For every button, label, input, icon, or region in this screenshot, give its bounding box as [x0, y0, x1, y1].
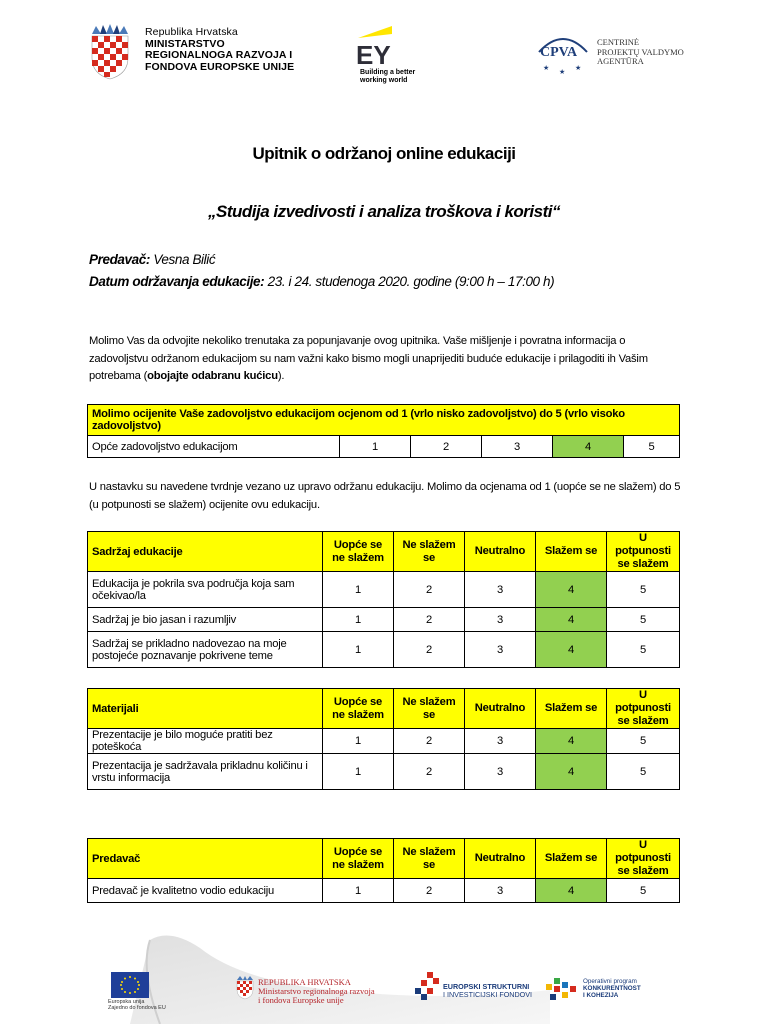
- esif-caption: [443, 983, 532, 999]
- section-table-lecturer: [87, 838, 680, 903]
- score-cell-2[interactable]: 2: [394, 632, 465, 668]
- score-cell-4[interactable]: 4: [536, 608, 607, 632]
- table-row: [88, 879, 680, 903]
- instruction-paragraph: U nastavku su navedene tvrdnje vezano uz upravo održanu edukaciju. Molimo da ocjenama od 1 (uopće se ne slažem) do 5 (u potpunosti se slažem) ocijenite ovu edukaciju.: [89, 481, 681, 511]
- overall-score-2[interactable]: 2: [411, 436, 482, 458]
- cpva-line-1: CENTRINĖ: [597, 37, 640, 47]
- score-cell-1[interactable]: 1: [323, 729, 394, 754]
- scale-header-5: U potpunosti se slažem: [607, 532, 680, 572]
- lecturer-line: [89, 252, 215, 267]
- opk-logo-icon: [546, 978, 578, 1004]
- date-line: [89, 274, 554, 289]
- scale-header-2: Ne slažem se: [394, 532, 465, 572]
- opk-line-1: Operativni program: [583, 978, 637, 985]
- ey-tagline: [360, 69, 415, 84]
- cpva-logo-icon: [533, 26, 593, 76]
- score-cell-3[interactable]: 3: [465, 608, 536, 632]
- esif-line-1: EUROPSKI STRUKTURNI: [443, 982, 530, 991]
- score-cell-5[interactable]: 5: [607, 608, 680, 632]
- intro-bold: obojajte odabranu kućicu: [147, 370, 278, 382]
- score-cell-3[interactable]: 3: [465, 572, 536, 608]
- score-cell-4[interactable]: 4: [536, 754, 607, 790]
- cpva-logo-text: CPVA: [540, 45, 578, 60]
- score-cell-5[interactable]: 5: [607, 729, 680, 754]
- scale-header-3: Neutralno: [465, 839, 536, 879]
- croatian-coat-of-arms-small-icon: [236, 976, 254, 1000]
- rh-line-2: Ministarstvo regionalnoga razvoja: [258, 986, 375, 996]
- ministry-footer-name: [258, 978, 375, 1005]
- row-label: Sadržaj se prikladno nadovezao na moje postojeće poznavanje pokrivene teme: [88, 632, 323, 668]
- rh-line-3: i fondova Europske unije: [258, 995, 344, 1005]
- overall-score-3[interactable]: 3: [482, 436, 553, 458]
- row-label: Sadržaj je bio jasan i razumljiv: [88, 608, 323, 632]
- eu-flag-icon: [111, 972, 149, 998]
- score-cell-4[interactable]: 4: [536, 632, 607, 668]
- lecturer-label: Predavač:: [89, 252, 150, 267]
- score-cell-3[interactable]: 3: [465, 729, 536, 754]
- intro-end: ).: [277, 370, 285, 382]
- scale-header-5: U potpunosti se slažem: [607, 839, 680, 879]
- score-cell-1[interactable]: 1: [323, 754, 394, 790]
- page-subtitle: „Studija izvedivosti i analiza troškova i koristi“: [208, 202, 560, 221]
- scale-header-2: Ne slažem se: [394, 689, 465, 729]
- score-cell-4[interactable]: 4: [536, 729, 607, 754]
- scale-header-4: Slažem se: [536, 532, 607, 572]
- table-row: [88, 572, 680, 608]
- score-cell-3[interactable]: 3: [465, 632, 536, 668]
- table-row: [88, 632, 680, 668]
- score-cell-5[interactable]: 5: [607, 754, 680, 790]
- overall-header: Molimo ocijenite Vaše zadovoljstvo edukacijom ocjenom od 1 (vrlo nisko zadovoljstvo) do 5 (vrlo visoko zadovoljstvo): [88, 405, 680, 436]
- esif-logo-icon: [413, 972, 441, 1002]
- svg-text:★: ★: [559, 68, 566, 76]
- cpva-name: [597, 38, 684, 67]
- rh-line-1: REPUBLIKA HRVATSKA: [258, 977, 351, 987]
- section-table-materials: [87, 688, 680, 790]
- score-cell-3[interactable]: 3: [465, 754, 536, 790]
- table-row: [88, 608, 680, 632]
- ey-tagline-line-1: Building a better: [360, 69, 416, 76]
- lecturer-value: Vesna Bilić: [153, 252, 216, 267]
- score-cell-2[interactable]: 2: [394, 729, 465, 754]
- section-title: Sadržaj edukacije: [88, 532, 323, 572]
- cpva-line-2: PROJEKTŲ VALDYMO: [597, 46, 684, 57]
- eu-line-1: Europska unija: [108, 999, 145, 1005]
- overall-satisfaction-table: [87, 404, 680, 458]
- score-cell-2[interactable]: 2: [394, 879, 465, 903]
- scale-header-4: Slažem se: [536, 839, 607, 879]
- scale-header-4: Slažem se: [536, 689, 607, 729]
- score-cell-5[interactable]: 5: [607, 879, 680, 903]
- scale-header-3: Neutralno: [465, 532, 536, 572]
- overall-score-1[interactable]: 1: [340, 436, 411, 458]
- score-cell-4[interactable]: 4: [536, 572, 607, 608]
- intro-paragraph: [89, 333, 681, 386]
- scale-header-5: U potpunosti se slažem: [607, 689, 680, 729]
- eu-caption: [108, 999, 166, 1011]
- opk-line-2: KONKURENTNOST: [583, 985, 641, 992]
- scale-header-1: Uopće se ne slažem: [323, 839, 394, 879]
- score-cell-4[interactable]: 4: [536, 879, 607, 903]
- overall-score-4[interactable]: 4: [553, 436, 624, 458]
- ministry-line-2: MINISTARSTVO: [145, 37, 225, 50]
- score-cell-3[interactable]: 3: [465, 879, 536, 903]
- score-cell-5[interactable]: 5: [607, 572, 680, 608]
- svg-text:★: ★: [543, 64, 550, 72]
- score-cell-2[interactable]: 2: [394, 572, 465, 608]
- page-title: Upitnik o održanoj online edukaciji: [252, 144, 516, 163]
- date-value: 23. i 24. studenoga 2020. godine (9:00 h – 17:00 h): [267, 274, 555, 289]
- scale-header-2: Ne slažem se: [394, 839, 465, 879]
- intro-text: Molimo Vas da odvojite nekoliko trenutaka za popunjavanje ovog upitnika. Vaše mišljenje i povratna informacija o zadovoljstvu održanom edukacijom su nam važni kako bismo mogli unaprijediti buduće edukacije i prilagoditi ih Vašim potrebama (: [89, 335, 648, 382]
- score-cell-2[interactable]: 2: [394, 754, 465, 790]
- row-label: Prezentacija je sadržavala prikladnu količinu i vrstu informacija: [88, 754, 323, 790]
- opk-caption: [583, 978, 641, 999]
- opk-line-3: I KOHEZIJA: [583, 992, 619, 999]
- scale-header-1: Uopće se ne slažem: [323, 689, 394, 729]
- score-cell-2[interactable]: 2: [394, 608, 465, 632]
- score-cell-1[interactable]: 1: [323, 572, 394, 608]
- ministry-line-1: Republika Hrvatska: [145, 26, 238, 38]
- overall-row-label: Opće zadovoljstvo edukacijom: [88, 436, 340, 458]
- section-table-content: [87, 531, 680, 668]
- section-title: Predavač: [88, 839, 323, 879]
- ministry-name: [145, 27, 294, 73]
- date-label: Datum održavanja edukacije:: [89, 274, 265, 289]
- ey-tagline-line-2: working world: [360, 76, 408, 84]
- section-title: Materijali: [88, 689, 323, 729]
- ministry-line-3: REGIONALNOGA RAZVOJA I: [145, 49, 293, 61]
- row-label: Edukacija je pokrila sva područja koja sam očekivao/la: [88, 572, 323, 608]
- table-row: [88, 754, 680, 790]
- svg-text:★: ★: [575, 64, 582, 72]
- row-label: Prezentacije je bilo moguće pratiti bez poteškoća: [88, 729, 323, 754]
- table-row: [88, 729, 680, 754]
- score-cell-1[interactable]: 1: [323, 608, 394, 632]
- croatian-coat-of-arms-icon: [88, 24, 132, 80]
- score-cell-1[interactable]: 1: [323, 879, 394, 903]
- score-cell-5[interactable]: 5: [607, 632, 680, 668]
- esif-line-2: I INVESTICIJSKI FONDOVI: [443, 990, 533, 999]
- ministry-line-4: FONDOVA EUROPSKE UNIJE: [145, 60, 295, 73]
- overall-score-5[interactable]: 5: [624, 436, 680, 458]
- cpva-line-3: AGENTŪRA: [597, 56, 644, 67]
- ey-logo-text: EY: [356, 40, 391, 70]
- score-cell-1[interactable]: 1: [323, 632, 394, 668]
- row-label: Predavač je kvalitetno vodio edukaciju: [88, 879, 323, 903]
- scale-header-1: Uopće se ne slažem: [323, 532, 394, 572]
- eu-line-2: Zajedno do fondova EU: [108, 1005, 166, 1011]
- scale-header-3: Neutralno: [465, 689, 536, 729]
